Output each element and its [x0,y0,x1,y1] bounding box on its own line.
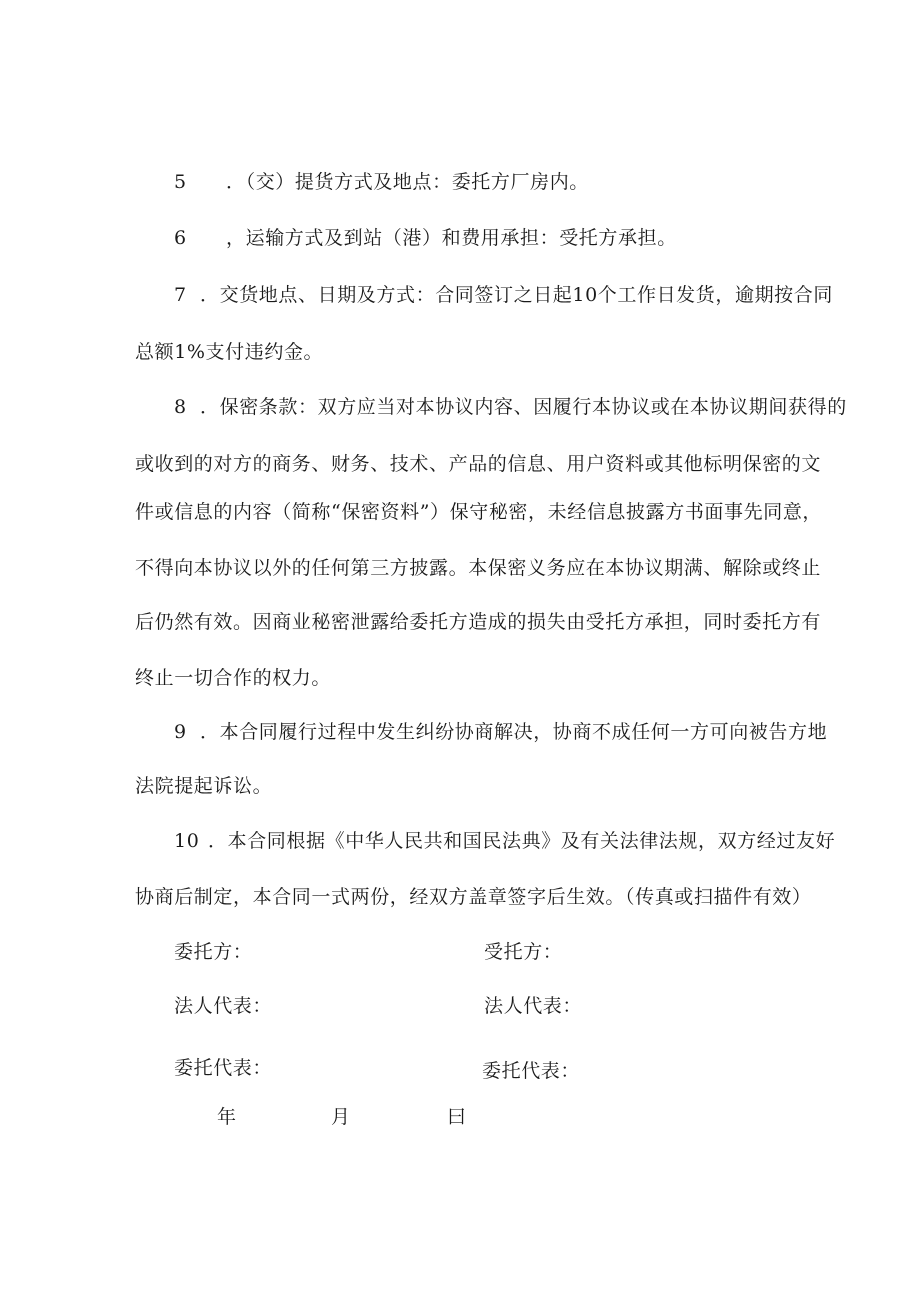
clause-number: 5 [174,171,187,193]
clause-text: ．本合同履行过程中发生纠纷协商解决，协商不成任何一方可向被告方地 [200,721,828,743]
clause-text: ．保密条款：双方应当对本协议内容、因履行本协议或在本协议期间获得的 [200,396,847,418]
clause-9-line-1 [174,720,827,744]
clause-6-line-1 [174,226,677,250]
clause-text: 件或信息的内容（简称“保密资料”）保守秘密，未经信息披露方书面事先同意， [135,501,823,523]
trustee-agent-label: 委托代表： [482,1060,581,1082]
clause-8-line-3 [135,500,822,524]
clause-text: 法院提起诉讼。 [135,775,273,797]
date-month-label: 月 [331,1106,351,1128]
clause-number: 6 [174,227,187,249]
clause-text: 总额1%支付违约金。 [135,341,324,363]
trustee-legal-rep-label: 法人代表： [484,995,583,1017]
clause-text: 后仍然有效。因商业秘密泄露给委托方造成的损失由受托方承担，同时委托方有 [135,611,822,633]
date-day-label: 曰 [447,1106,467,1128]
clause-text: 不得向本协议以外的任何第三方披露。本保密义务应在本协议期满、解除或终止 [135,557,822,579]
clause-10-line-2 [135,885,812,909]
clause-7-line-1 [174,283,833,307]
clause-10-line-1 [174,829,835,853]
principal-legal-rep-label: 法人代表： [174,995,273,1017]
clause-number: 7 [174,284,187,306]
trustee-party-label: 受托方： [484,941,563,963]
clause-8-line-1 [174,395,847,419]
clause-text: 或收到的对方的商务、财务、技术、产品的信息、用户资料或其他标明保密的文 [135,453,822,475]
clause-number: 8 [174,396,187,418]
principal-party-label: 委托方： [174,941,253,963]
clause-8-line-6 [135,666,331,690]
date-year-label: 年 [217,1106,237,1128]
clause-text: ．（交）提货方式及地点：委托方厂房内。 [226,171,589,193]
clause-9-line-2 [135,774,272,798]
clause-8-line-2 [135,452,821,476]
clause-text: ．交货地点、日期及方式：合同签订之日起10个工作日发货，逾期按合同 [200,284,833,306]
clause-text: ．本合同根据《中华人民共和国民法典》及有关法律法规，双方经过友好 [208,830,836,852]
clause-8-line-4 [135,556,821,580]
clause-number: 9 [174,721,187,743]
clause-8-line-5 [135,610,821,634]
clause-7-line-2 [135,340,323,364]
clause-number: 10 [174,830,200,852]
clause-text: 协商后制定，本合同一式两份，经双方盖章签字后生效。（传真或扫描件有效） [135,886,812,908]
principal-agent-label: 委托代表： [174,1057,273,1079]
clause-text: ，运输方式及到站（港）和费用承担：受托方承担。 [226,227,677,249]
clause-text: 终止一切合作的权力。 [135,667,332,689]
clause-5-line-1 [174,170,589,194]
